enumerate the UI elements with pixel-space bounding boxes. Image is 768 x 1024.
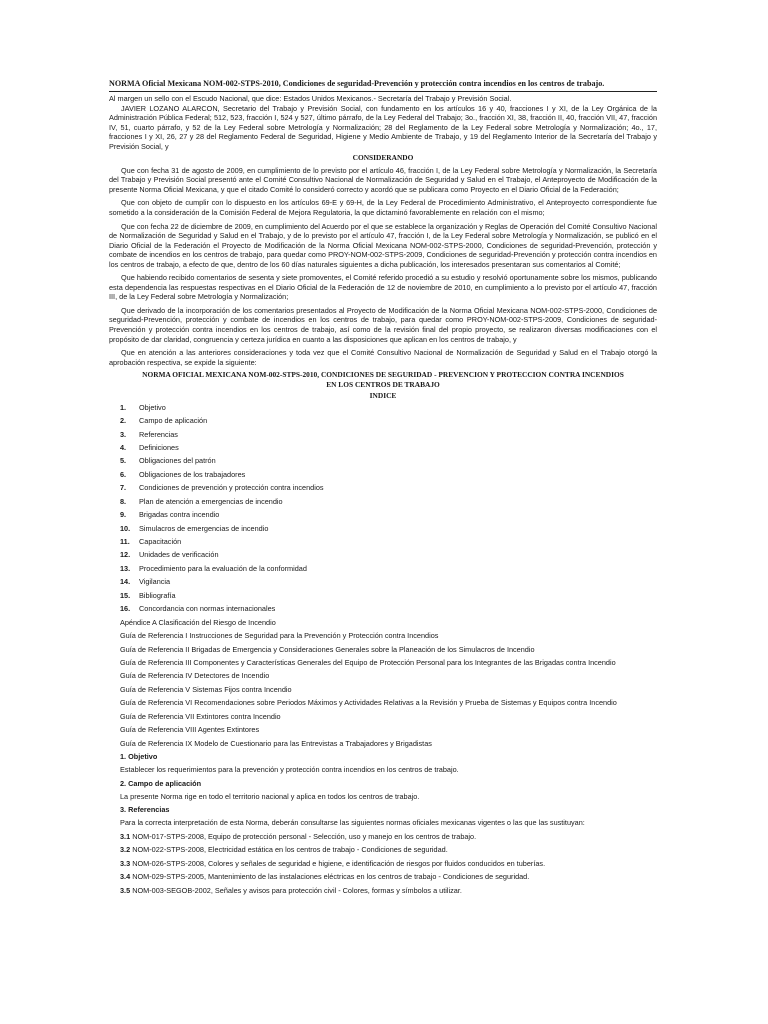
index-label: Plan de atención a emergencias de incendio (139, 496, 283, 506)
indice-heading: INDICE (369, 391, 397, 401)
index-label: Concordancia con normas internacionales (139, 604, 276, 614)
guide-item[interactable]: Guía de Referencia I Instrucciones de Seguridad para la Prevención y Protección contra Incendios (120, 631, 439, 641)
index-item[interactable] (109, 591, 657, 604)
index-number: 16. (120, 604, 131, 614)
index-item[interactable] (109, 524, 657, 537)
index-item[interactable] (109, 550, 657, 563)
index-number: 10. (120, 523, 131, 533)
section-heading-referencias: 3. Referencias (120, 805, 170, 815)
index-item[interactable] (109, 403, 657, 416)
index-number: 2. (120, 416, 127, 426)
guide-item[interactable]: Guía de Referencia VII Extintores contra Incendio (120, 711, 281, 721)
reference-item (120, 832, 657, 846)
reference-text: NOM-003-SEGOB-2002, Señales y avisos para protección civil - Colores, formas y símbolos a utilizar. (132, 885, 462, 895)
norma-heading: NORMA OFICIAL MEXICANA NOM-002-STPS-2010, CONDICIONES DE SEGURIDAD - PREVENCION Y PROTECCION CONTRA INCENDIOS EN LOS CENTROS DE TRABAJO (142, 370, 624, 389)
reference-guides-list (120, 618, 657, 752)
document-page (109, 78, 657, 899)
reference-text: NOM-026-STPS-2008, Colores y señales de seguridad e higiene, e identificación de riesgos por fluidos conducidos en tuberías. (132, 858, 546, 868)
index-item[interactable] (109, 577, 657, 590)
reference-number: 3.4 (120, 872, 131, 882)
section-text-referencias: Para la correcta interpretación de esta Norma, deberán consultarse las siguientes normas oficiales mexicanas vigentes o las que las sustituyan: (120, 818, 585, 828)
considerando-paragraph: Que derivado de la incorporación de los comentarios presentados al Proyecto de Modificación de la Norma Oficial Mexicana NOM-002-STPS-2000, Condiciones de seguridad-Prevención, protección y combate de incendios en los centros de trabajo, para quedar como PROY-NOM-002-STPS-2009, Condiciones de seguridad-Prevención y protección contra incendios en los centros de trabajo, así como de la revisión final del propio proyecto, se realizaron diversas modificaciones con el propósito de dar claridad, congruencia y certeza jurídica en cuanto a las disposiciones que aplican en los centros de trabajo, y (109, 305, 657, 344)
reference-number: 3.1 (120, 831, 131, 841)
index-number: 14. (120, 577, 131, 587)
guide-item[interactable]: Guía de Referencia IV Detectores de Incendio (120, 671, 270, 681)
considerando-paragraph: Que con fecha 22 de diciembre de 2009, en cumplimiento del Acuerdo por el que se establece la organización y Reglas de Operación del Comité Consultivo Nacional de Normalización de Seguridad y Salud en el Trabajo, y de lo previsto por el artículo 47, fracción I, de la Ley Federal sobre Metrología y Normalización, se publicó en el Diario Oficial de la Federación el Proyecto de Modificación de la Norma Oficial Mexicana NOM-002-STPS-2000, Condiciones de seguridad-Prevención, protección y combate de incendios en los centros de trabajo, para quedar como PROY-NOM-002-STPS-2009, Condiciones de seguridad-Prevención y protección contra incendios en los centros de trabajo, a efecto de que, dentro de los 60 días naturales siguientes a dicha publicación, los interesados presentaran sus comentarios al Comité; (109, 221, 657, 269)
index-number: 1. (120, 402, 127, 412)
index-item[interactable] (109, 510, 657, 523)
guide-item[interactable]: Guía de Referencia V Sistemas Fijos contra Incendio (120, 684, 292, 694)
guide-item[interactable]: Guía de Referencia II Brigadas de Emergencia y Consideraciones Generales sobre la Planeación de los Simulacros de Incendio (120, 644, 535, 654)
index-item[interactable] (109, 430, 657, 443)
section-heading-objetivo: 1. Objetivo (120, 752, 158, 762)
index-number: 8. (120, 496, 127, 506)
reference-number: 3.3 (120, 858, 131, 868)
index-item[interactable] (109, 604, 657, 617)
considerando-paragraph: Que con fecha 31 de agosto de 2009, en cumplimiento de lo previsto por el artículo 46, fracción I, de la Ley Federal sobre Metrología y Normalización, la Secretaría del Trabajo y Previsión Social presentó ante el Comité Consultivo Nacional de Normalización de Seguridad y Salud en el Trabajo, el Anteproyecto de Modificación de la presente Norma Oficial Mexicana, y que el citado Comité lo consideró correcto y acordó que se publicara como Proyecto en el Diario Oficial de la Federación; (109, 165, 657, 194)
reference-number: 3.2 (120, 845, 131, 855)
index-label: Campo de aplicación (139, 416, 208, 426)
reference-text: NOM-029-STPS-2005, Mantenimiento de las instalaciones eléctricas en los centros de trabajo - Condiciones de seguridad. (132, 872, 530, 882)
index-number: 11. (120, 537, 130, 547)
index-number: 3. (120, 429, 127, 439)
considerando-paragraph: Que en atención a las anteriores consideraciones y toda vez que el Comité Consultivo Nacional de Normalización de Seguridad y Salud en el Trabajo otorgó la aprobación respectiva, se expide la siguiente: (109, 348, 657, 367)
document-title: NORMA Oficial Mexicana NOM-002-STPS-2010, Condiciones de seguridad-Prevención y protección contra incendios en los centros de trabajo. (109, 78, 657, 92)
guide-item[interactable]: Guía de Referencia VI Recomendaciones sobre Periodos Máximos y Actividades Relativas a la Revisión y Prueba de Sistemas y Equipos contra Incendio (120, 698, 617, 708)
index-label: Unidades de verificación (139, 550, 219, 560)
index-item[interactable] (109, 483, 657, 496)
intro-author-paragraph: JAVIER LOZANO ALARCON, Secretario del Trabajo y Previsión Social, con fundamento en los artículos 16 y 40, fracciones I y XI, de la Ley Orgánica de la Administración Pública Federal; 512, 523, fracción I, 524 y 527, último párrafo, de la Ley Federal del Trabajo; 3o., fracción XI, 38, fracción II, 40, fracción VII, 47, fracción IV, 51, cuarto párrafo, y 52 de la Ley Federal sobre Metrología y Normalización; 28 del Reglamento de la Ley Federal sobre Metrología y Normalización; 4o., 17, fracciones I y XI, 26, 27 y 28 del Reglamento Federal de Seguridad, Higiene y Medio Ambiente de Trabajo, y 19 del Reglamento Interior de la Secretaría del Trabajo y Previsión Social, y (109, 103, 657, 151)
index-label: Obligaciones de los trabajadores (139, 469, 246, 479)
index-item[interactable] (109, 497, 657, 510)
reference-number: 3.5 (120, 885, 131, 895)
index-label: Obligaciones del patrón (139, 456, 216, 466)
index-item[interactable] (109, 456, 657, 469)
intro-seal-paragraph: Al margen un sello con el Escudo Nacional, que dice: Estados Unidos Mexicanos.- Secretaría del Trabajo y Previsión Social. (109, 94, 512, 103)
index-label: Vigilancia (139, 577, 171, 587)
index-label: Condiciones de prevención y protección contra incendios (139, 483, 324, 493)
index-number: 13. (120, 563, 131, 573)
index-number: 9. (120, 510, 127, 520)
index-number: 15. (120, 590, 131, 600)
index-item[interactable] (109, 443, 657, 456)
index-number: 7. (120, 483, 127, 493)
index-label: Capacitación (139, 537, 182, 547)
index-number: 5. (120, 456, 127, 466)
index-number: 6. (120, 469, 127, 479)
considerando-heading: CONSIDERANDO (352, 153, 414, 163)
section-text-objetivo: Establecer los requerimientos para la prevención y protección contra incendios en los centros de trabajo. (120, 765, 459, 775)
reference-item (120, 859, 657, 873)
index-label: Simulacros de emergencias de incendio (139, 523, 269, 533)
considerando-paragraph: Que habiendo recibido comentarios de sesenta y siete promoventes, el Comité referido procedió a su estudio y resolvió oportunamente sobre los mismos, publicando esta dependencia las respuestas respectivas en el Diario Oficial de la Federación de 12 de noviembre de 2010, en cumplimiento a lo previsto por el artículo 47, fracción III, de la Ley Federal sobre Metrología y Normalización; (109, 273, 657, 302)
index-label: Procedimiento para la evaluación de la conformidad (139, 563, 307, 573)
index-number: 12. (120, 550, 131, 560)
guide-item[interactable]: Apéndice A Clasificación del Riesgo de Incendio (120, 617, 276, 627)
index-item[interactable] (109, 564, 657, 577)
reference-text: NOM-017-STPS-2008, Equipo de protección personal - Selección, uso y manejo en los centros de trabajo. (132, 831, 477, 841)
index-item[interactable] (109, 470, 657, 483)
index-item[interactable] (109, 416, 657, 429)
reference-item (120, 886, 657, 900)
section-text-campo: La presente Norma rige en todo el territorio nacional y aplica en todos los centros de trabajo. (120, 791, 420, 801)
index-list (109, 403, 657, 618)
index-label: Definiciones (139, 442, 179, 452)
index-label: Objetivo (139, 402, 166, 412)
considerando-paragraph: Que con objeto de cumplir con lo dispuesto en los artículos 69-E y 69-H, de la Ley Federal de Procedimiento Administrativo, el Anteproyecto correspondiente fue sometido a la consideración de la Comisión Federal de Mejora Regulatoria, la que dictaminó favorablemente en relación con el mismo; (109, 198, 657, 217)
index-item[interactable] (109, 537, 657, 550)
index-number: 4. (120, 442, 127, 452)
index-label: Referencias (139, 429, 178, 439)
reference-item (120, 872, 657, 886)
reference-text: NOM-022-STPS-2008, Electricidad estática en los centros de trabajo - Condiciones de seguridad. (132, 845, 448, 855)
guide-item[interactable]: Guía de Referencia III Componentes y Características Generales del Equipo de Protección Personal para los Integrantes de las Brigadas contra Incendio (120, 657, 616, 667)
section-heading-campo: 2. Campo de aplicación (120, 778, 202, 788)
index-label: Brigadas contra incendio (139, 510, 220, 520)
reference-item (120, 845, 657, 859)
index-label: Bibliografía (139, 590, 176, 600)
guide-item[interactable]: Guía de Referencia VIII Agentes Extintores (120, 725, 260, 735)
guide-item[interactable]: Guía de Referencia IX Modelo de Cuestionario para las Entrevistas a Trabajadores y Brigadistas (120, 738, 432, 748)
